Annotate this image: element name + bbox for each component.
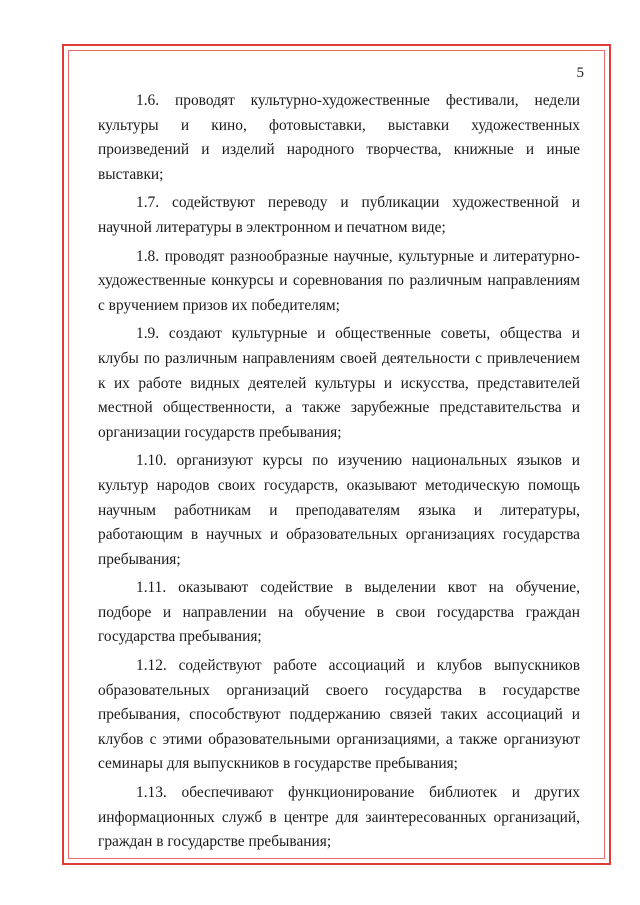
paragraph-1-13: 1.13. обеспечивают функционирование библиотек и других информационных служб в центре для заинтересованных организаций, граждан в государстве пребывания;	[98, 784, 580, 851]
page-number: 5	[576, 65, 584, 81]
paragraph-1-11: 1.11. оказывают содействие в выделении квот на обучение, подборе и направлении на обучение в свои государства граждан государства пребывания;	[98, 579, 580, 646]
paragraph-1-10: 1.10. организуют курсы по изучению национальных языков и культур народов своих государств, оказывают методическую помощь научным работникам и преподавателям языка и литературы, работающим в научных и образовательных организациях государства пребывания;	[98, 452, 580, 568]
paragraph-1-8: 1.8. проводят разнообразные научные, культурные и литературно-художественные конкурсы и соревнования по различным направлениям с вручением призов их победителям;	[98, 247, 580, 314]
paragraph-1-12: 1.12. содействуют работе ассоциаций и клубов выпускников образовательных организаций своего государства в государстве пребывания, способствуют поддержанию связей таких ассоциаций и клубов с этими образовательными организациями, а также организуют семинары для выпускников в государстве пребывания;	[98, 657, 580, 773]
paragraph-1-9: 1.9. создают культурные и общественные советы, общества и клубы по различным направлениям своей деятельности с привлечением к их работе видных деятелей культуры и искусства, представителей местной общественности, а также зарубежные представительства и организации государств пребывания;	[98, 325, 580, 441]
paragraph-1-6: 1.6. проводят культурно-художественные фестивали, недели культуры и кино, фотовыставки, выставки художественных произведений и изделий народного творчества, книжные и иные выставки;	[98, 92, 580, 183]
paragraph-1-7: 1.7. содействуют переводу и публикации художественной и научной литературы в электронном и печатном виде;	[98, 194, 580, 236]
document-body	[98, 89, 580, 859]
